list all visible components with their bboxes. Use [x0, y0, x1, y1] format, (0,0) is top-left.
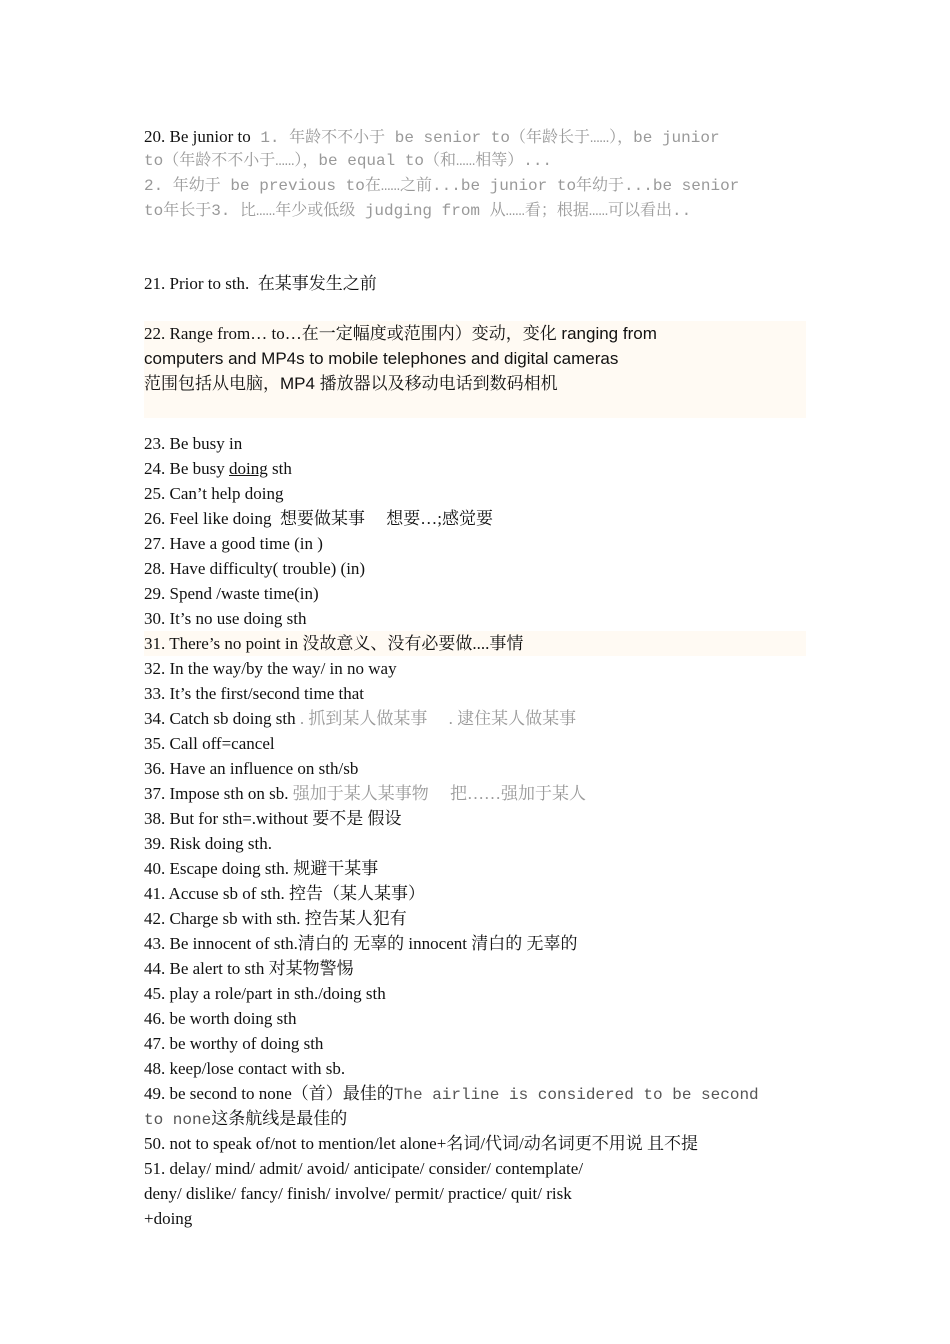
entry-22-line-3: 范围包括从电脑，MP4 播放器以及移动电话到数码相机 — [144, 374, 558, 393]
entry-51-line-2: deny/ dislike/ fancy/ finish/ involve/ permit/ practice/ quit/ risk — [144, 1184, 572, 1203]
entry-33: 33. It’s the first/second time that — [144, 684, 365, 703]
entry-49-example-1: The airline is considered to be second — [393, 1086, 759, 1104]
entry-22-line-1 — [144, 321, 806, 346]
entry-38: 38. But for sth=.without 要不是 假设 — [144, 809, 402, 828]
entry-20-line-4: to年长于3. 比……年少或低级 judging from 从……看；根据……可以看出.. — [144, 202, 692, 220]
entry-48: 48. keep/lose contact with sb. — [144, 1059, 346, 1078]
entry-21-meaning: 在某事发生之前 — [257, 274, 377, 293]
entry-24-pre: 24. Be busy — [144, 459, 229, 478]
entry-49-line-2 — [144, 1106, 806, 1131]
spacer — [144, 296, 806, 321]
entry-46: 46. be worth doing sth — [144, 1009, 297, 1028]
entry-24 — [144, 456, 806, 481]
entry-22-block — [144, 321, 806, 418]
entry-49-example-2: to none — [144, 1111, 212, 1129]
entry-25: 25. Can’t help doing — [144, 484, 284, 503]
entry-26-head: 26. Feel like doing — [144, 509, 272, 528]
entry-27: 27. Have a good time (in ) — [144, 534, 323, 553]
entry-44: 44. Be alert to sth 对某物警惕 — [144, 959, 354, 978]
entry-24-post: sth — [267, 459, 292, 478]
entry-20-line-3: 2. 年幼于 be previous to在……之前...be junior to年幼于...be senior — [144, 177, 740, 195]
entry-32: 32. In the way/by the way/ in no way — [144, 659, 397, 678]
entry-28: 28. Have difficulty( trouble) (in) — [144, 559, 366, 578]
entry-22-line-2: computers and MP4s to mobile telephones and digital cameras — [144, 349, 619, 368]
entry-37-head: 37. Impose sth on sb. — [144, 784, 289, 803]
entry-26-meaning: 想要做某事 想要…;感觉要 — [279, 509, 493, 528]
entry-20-note-1: 1. 年龄不不小于 be senior to（年龄长于……），be junior — [250, 129, 720, 147]
entry-20-head: 20. Be junior to — [144, 127, 251, 146]
document-page — [144, 124, 806, 1231]
entry-37 — [144, 781, 806, 806]
entry-34 — [144, 706, 806, 731]
entry-41: 41. Accuse sb of sth. 控告（某人某事） — [144, 884, 425, 903]
entry-29: 29. Spend /waste time(in) — [144, 584, 319, 603]
entry-49-line-1 — [144, 1081, 806, 1106]
entry-22-head: 22. Range from… to… — [144, 324, 302, 343]
entry-50: 50. not to speak of/not to mention/let alone+名词/代词/动名词更不用说 且不提 — [144, 1134, 699, 1153]
entry-49-head: 49. be second to none（首）最佳的 — [144, 1084, 394, 1103]
entry-47: 47. be worthy of doing sth — [144, 1034, 324, 1053]
entry-42: 42. Charge sb with sth. 控告某人犯有 — [144, 909, 407, 928]
entry-34-meaning: . 抓到某人做某事 . 逮住某人做某事 — [295, 709, 577, 728]
entry-23: 23. Be busy in — [144, 434, 243, 453]
entry-24-underlined: doing — [229, 459, 268, 478]
entry-40: 40. Escape doing sth. 规避干某事 — [144, 859, 379, 878]
entry-49-tail: 这条航线是最佳的 — [211, 1109, 348, 1128]
entry-37-meaning: 强加于某人某事物 把……强加于某人 — [288, 784, 586, 803]
entry-34-head: 34. Catch sb doing sth — [144, 709, 296, 728]
entry-20-line-1 — [144, 124, 806, 149]
entry-26 — [144, 506, 806, 531]
entry-22-note-1: 在一定幅度或范围内）变动，变化 ranging from — [301, 324, 657, 343]
entry-30: 30. It’s no use doing sth — [144, 609, 307, 628]
entry-20-line-2: to（年龄不不小于……），be equal to（和……相等）... — [144, 152, 553, 170]
entry-21-head: 21. Prior to sth. — [144, 274, 250, 293]
entry-36: 36. Have an influence on sth/sb — [144, 759, 359, 778]
entry-51-line-1: 51. delay/ mind/ admit/ avoid/ anticipate/ consider/ contemplate/ — [144, 1159, 584, 1178]
entry-43: 43. Be innocent of sth.清白的 无辜的 innocent 清白的 无辜的 — [144, 934, 578, 953]
entry-31: 31. There’s no point in 没故意义、没有必要做....事情 — [144, 631, 806, 656]
entry-45: 45. play a role/part in sth./doing sth — [144, 984, 386, 1003]
spacer — [144, 224, 806, 271]
entry-21 — [144, 271, 806, 296]
entry-51-line-3: +doing — [144, 1209, 193, 1228]
entry-35: 35. Call off=cancel — [144, 734, 275, 753]
spacer — [144, 418, 806, 431]
entry-39: 39. Risk doing sth. — [144, 834, 272, 853]
